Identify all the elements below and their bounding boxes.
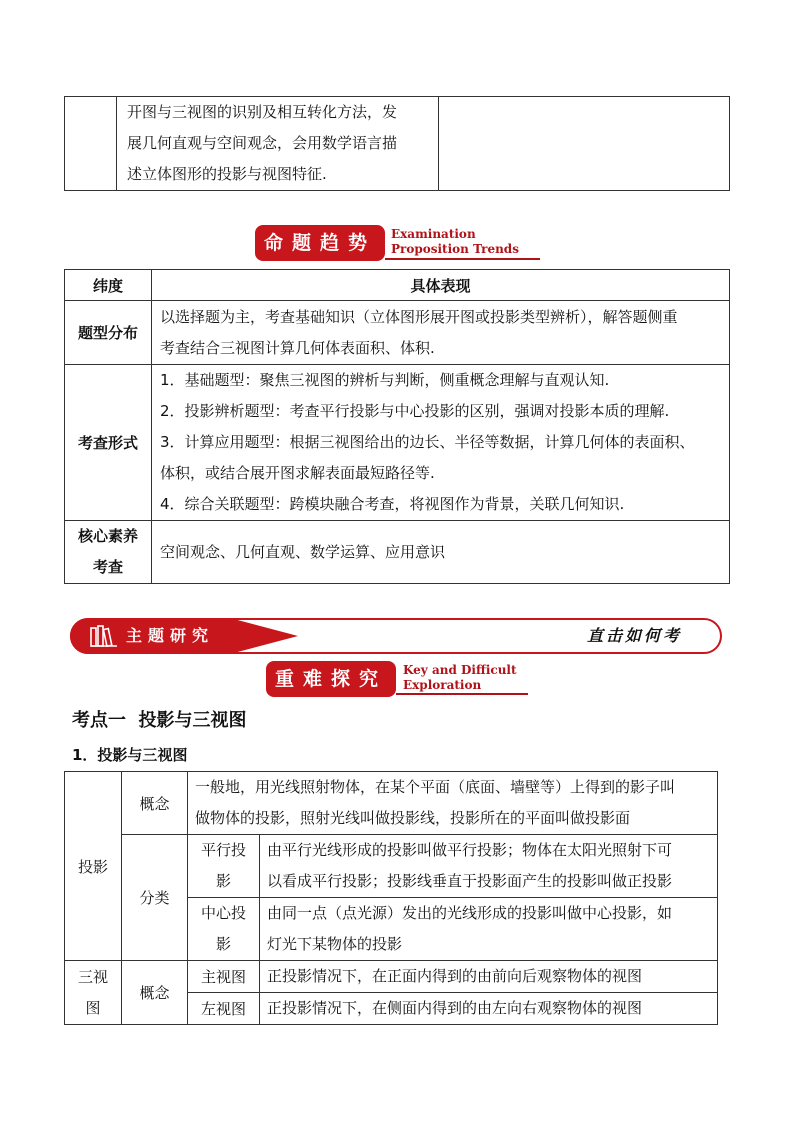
trends-row-label: 题型分布 [65, 301, 152, 365]
desc-line: 灯光下某物体的投影 [267, 935, 403, 953]
content-line: 展几何直观与空间观念，会用数学语言描 [127, 134, 398, 152]
front-view-label: 主视图 [188, 961, 260, 993]
trends-row-content [152, 365, 730, 521]
label-line: 三视 [77, 967, 108, 986]
parallel-projection-label [188, 835, 260, 898]
trends-line: 4．综合关联题型：跨模块融合考查，将视图作为背景，关联几何知识. [160, 495, 625, 513]
central-projection-label [188, 898, 260, 961]
trends-header-detail: 具体表现 [152, 270, 730, 301]
subject-bar-right-text: 直击如何考 [586, 626, 682, 645]
desc-line: 由平行光线形成的投影叫做平行投影；物体在太阳光照射下可 [267, 841, 673, 859]
concept2-label: 概念 [122, 961, 188, 1025]
trends-label-line: 核心素养 [77, 527, 138, 545]
desc-line: 由同一点（点光源）发出的光线形成的投影叫做中心投影，如 [267, 904, 673, 922]
key-banner-en-line: Key and Difficult [403, 663, 517, 677]
projection-table [64, 771, 718, 1025]
trends-banner-en [391, 227, 519, 257]
trends-row-content [152, 521, 730, 584]
trends-line: 体积，或结合展开图求解表面最短路径等. [160, 464, 435, 482]
key-banner [266, 661, 536, 701]
subject-bar-label: 主题研究 [126, 626, 215, 645]
content-line: 开图与三视图的识别及相互转化方法，发 [127, 103, 398, 121]
central-projection-desc [260, 898, 718, 961]
trends-row-label: 考查形式 [65, 365, 152, 521]
key-banner-en [403, 663, 517, 693]
trends-banner-rule [385, 258, 540, 260]
three-view-label [65, 961, 122, 1025]
label-line: 影 [215, 935, 231, 953]
subject-bar-red [70, 618, 230, 654]
trends-label-line: 考查 [92, 558, 123, 576]
subject-bar-arrow [230, 618, 298, 654]
trends-line: 1．基础题型：聚焦三视图的辨析与判断，侧重概念理解与直观认知. [160, 371, 610, 389]
trends-header-dimension: 纬度 [65, 270, 152, 301]
left-view-desc: 正投影情况下，在侧面内得到的由左向右观察物体的视图 [260, 993, 718, 1025]
key-banner-en-line: Exploration [403, 678, 482, 692]
top-table-empty-cell [439, 97, 730, 191]
parallel-projection-desc [260, 835, 718, 898]
front-view-desc: 正投影情况下，在正面内得到的由前向后观察物体的视图 [260, 961, 718, 993]
desc-line: 以看成平行投影；投影线垂直于投影面产生的投影叫做正投影 [267, 872, 673, 890]
trends-line: 空间观念、几何直观、数学运算、应用意识 [160, 542, 446, 561]
key-banner-title: 重难探究 [266, 661, 396, 697]
top-table-empty-cell [65, 97, 117, 191]
trends-row-label [65, 521, 152, 584]
trends-line: 2．投影辨析题型：考查平行投影与中心投影的区别，强调对投影本质的理解. [160, 402, 670, 420]
top-table-content-cell [117, 97, 439, 191]
trends-banner-en-line: Proposition Trends [391, 242, 519, 256]
projection-label: 投影 [65, 772, 122, 961]
label-line: 中心投 [200, 904, 246, 922]
kaodian-heading: 考点一 投影与三视图 [72, 710, 247, 731]
trends-row-content [152, 301, 730, 365]
desc-line: 做物体的投影，照射光线叫做投影线，投影所在的平面叫做投影面 [195, 809, 631, 827]
trends-line: 3．计算应用题型：根据三视图给出的边长、半径等数据，计算几何体的表面积、 [160, 433, 695, 451]
content-line: 述立体图形的投影与视图特征. [127, 165, 327, 183]
label-line: 图 [85, 998, 101, 1017]
trends-banner-en-line: Examination [391, 227, 476, 241]
classify-label: 分类 [122, 835, 188, 961]
concept-desc [188, 772, 718, 835]
desc-line: 一般地，用光线照射物体，在某个平面（底面、墙壁等）上得到的影子叫 [195, 778, 676, 796]
trends-table [64, 269, 730, 584]
label-line: 平行投 [200, 841, 246, 859]
key-banner-rule [396, 693, 528, 695]
trends-line: 以选择题为主，考查基础知识（立体图形展开图或投影类型辨析），解答题侧重 [160, 307, 678, 326]
label-line: 影 [215, 872, 231, 890]
trends-line: 考查结合三视图计算几何体表面积、体积. [160, 338, 435, 357]
subject-bar [70, 618, 720, 654]
trends-banner [255, 225, 545, 265]
trends-banner-title: 命题趋势 [255, 225, 385, 261]
top-table [64, 96, 730, 191]
concept-label: 概念 [122, 772, 188, 835]
books-icon [90, 625, 118, 647]
left-view-label: 左视图 [188, 993, 260, 1025]
section-heading: 1．投影与三视图 [72, 746, 188, 764]
